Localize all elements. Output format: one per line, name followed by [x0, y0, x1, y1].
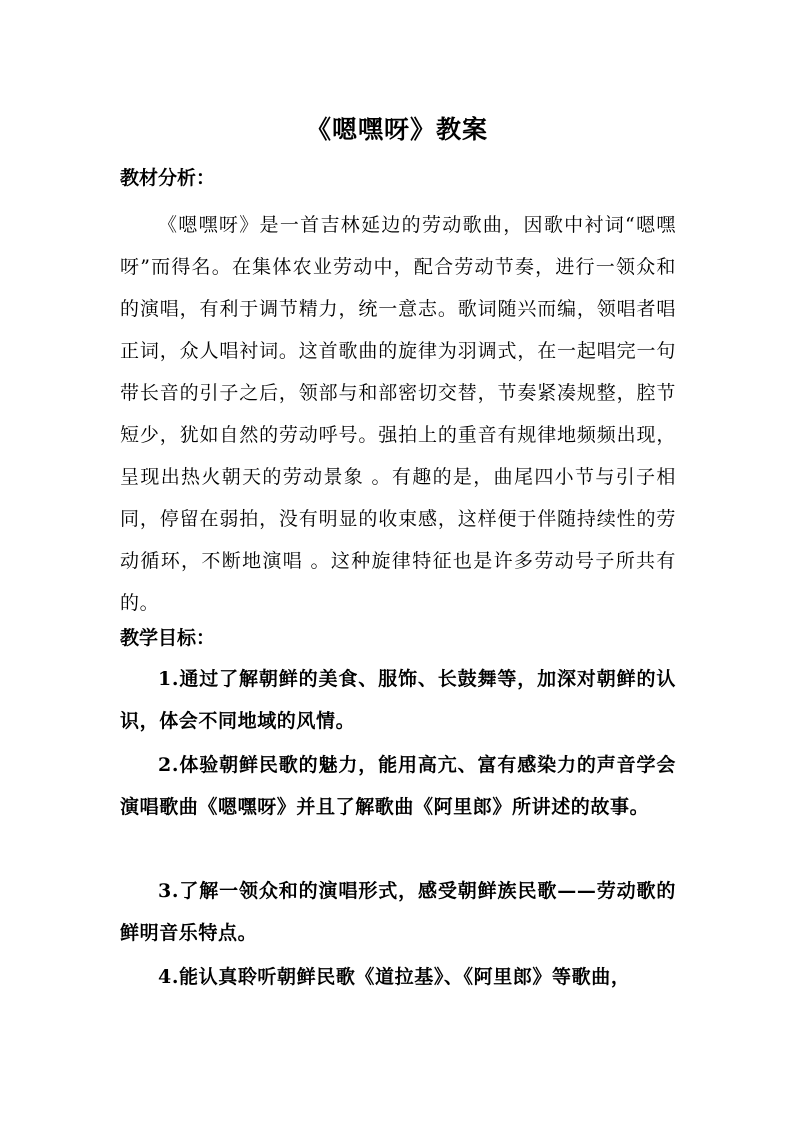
section-heading-analysis: 教材分析： [120, 167, 216, 189]
goal-item-3: 3.了解一领众和的演唱形式，感受朝鲜族民歌——劳动歌的鲜明音乐特点。 [120, 880, 676, 944]
goal-item-4: 4.能认真聆听朝鲜民歌《道拉基》、《阿里郎》等歌曲， [158, 966, 631, 988]
document-title: 《嗯嘿呀》教案 [305, 115, 488, 144]
goal-item-2: 2.体验朝鲜民歌的魅力，能用高亢、富有感染力的声音学会演唱歌曲《嗯嘿呀》并且了解歌曲《阿里郎》所讲述的故事。 [120, 754, 676, 818]
analysis-paragraph: 《嗯嘿呀》是一首吉林延边的劳动歌曲，因歌中衬词“嗯嘿呀”而得名。在集体农业劳动中，配合劳动节奏，进行一领众和的演唱，有利于调节精力，统一意志。歌词随兴而编，领唱者唱正词，众人唱衬词。这首歌曲的旋律为羽调式，在一起唱完一句带长音的引子之后，领部与和部密切交替，节奏紧凑规整，腔节短少，犹如自然的劳动呼号。强拍上的重音有规律地频频出现，呈现出热火朝天的劳动景象 。有趣的是，曲尾四小节与引子相同，停留在弱拍，没有明显的收束感，这样便于伴随持续性的劳动循环，不断地演唱 。这种旋律特征也是许多劳动号子所共有的。 [120, 214, 676, 614]
section-heading-goals: 教学目标： [120, 627, 216, 649]
goal-item-1: 1.通过了解朝鲜的美食、服饰、长鼓舞等，加深对朝鲜的认识，体会不同地域的风情。 [120, 668, 676, 732]
